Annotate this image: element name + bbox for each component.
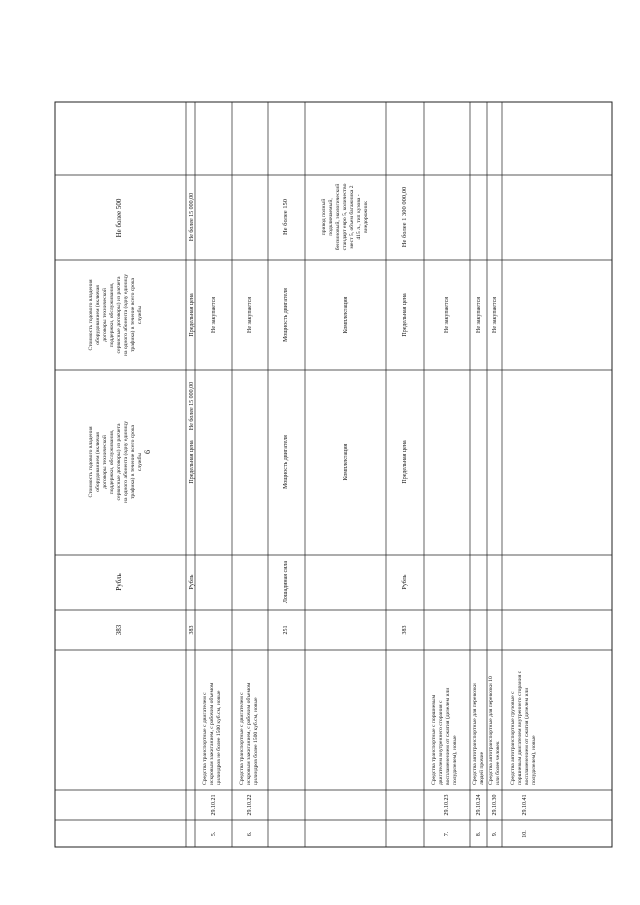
svg-text:оборудованием (включая: оборудованием (включая: [95, 432, 101, 492]
header-amount-title: [88, 421, 143, 503]
svg-text:Не закупается: Не закупается: [211, 296, 217, 334]
svg-text:Комплектация: Комплектация: [343, 296, 349, 334]
svg-text:Рубль: Рубль: [189, 574, 195, 590]
svg-text:сервисные договоры) из расчета: сервисные договоры) из расчета: [116, 423, 122, 501]
svg-text:Рубль: Рубль: [115, 573, 123, 591]
svg-text:трафика) в течение всего срока: трафика) в течение всего срока: [130, 278, 136, 352]
svg-text:воспламенением от сжатия (дизе: воспламенением от сжатия (дизелем или: [524, 687, 530, 785]
svg-text:трафика) в течение всего срока: трафика) в течение всего срока: [130, 425, 136, 499]
svg-text:29.10.30: 29.10.30: [492, 794, 498, 816]
svg-text:привод полный: привод полный: [321, 198, 327, 236]
svg-text:полудизелем), новые: полудизелем), новые: [531, 735, 537, 785]
svg-text:Не закупается: Не закупается: [492, 296, 498, 334]
header-amount-title-2: [88, 274, 143, 356]
svg-text:10.: 10.: [522, 830, 528, 838]
svg-text:Средства автотранспортные для: Средства автотранспортные для перевозки: [472, 683, 478, 785]
svg-text:Средства автотранспортные груз: Средства автотранспортные грузовые с: [510, 691, 516, 785]
svg-text:Не закупается: Не закупается: [444, 296, 450, 334]
svg-text:Не более 150: Не более 150: [282, 198, 289, 236]
svg-text:Предельная цена: Предельная цена: [402, 440, 408, 484]
svg-text:службы: службы: [137, 305, 143, 325]
svg-text:Комплектация: Комплектация: [343, 443, 349, 481]
svg-text:29.10.22: 29.10.22: [247, 794, 253, 816]
svg-text:Не более 15 000,00: Не более 15 000,00: [189, 381, 195, 431]
svg-text:Предельная цена: Предельная цена: [189, 440, 195, 484]
svg-text:Рубль: Рубль: [402, 574, 408, 590]
svg-text:6.: 6.: [247, 831, 253, 837]
svg-text:7.: 7.: [444, 831, 450, 837]
svg-text:сервисные договоры) из расчета: сервисные договоры) из расчета: [116, 276, 122, 354]
svg-text:251: 251: [283, 625, 289, 635]
svg-text:Стоимость годового владения: Стоимость годового владения: [88, 426, 94, 498]
svg-text:Мощность двигателя: Мощность двигателя: [283, 288, 289, 342]
svg-text:поршневым двигателем внутренне: поршневым двигателем внутреннего сгорания с: [517, 670, 523, 785]
svg-text:Средства автотранспортные для: Средства автотранспортные для перевозки 10: [488, 676, 494, 785]
svg-text:Не более 500: Не более 500: [115, 198, 123, 238]
svg-text:двигателем внутреннего сгорани: двигателем внутреннего сгорания с: [438, 700, 444, 785]
svg-text:8.: 8.: [476, 831, 482, 837]
svg-text:Средства транспортные с двигат: Средства транспортные с двигателем с: [202, 692, 208, 785]
svg-text:бензиновый, экологический: бензиновый, экологический: [335, 183, 341, 251]
svg-text:подключаемый,: подключаемый,: [328, 198, 334, 236]
svg-text:или более человек: или более человек: [495, 741, 501, 785]
svg-text:29.10.21: 29.10.21: [211, 794, 217, 816]
svg-text:искровым зажиганием, с рабочим: искровым зажиганием, с рабочим объемом: [246, 682, 252, 785]
svg-text:383: 383: [115, 624, 123, 636]
svg-text:Средства транспортные с двигат: Средства транспортные с двигателем с: [239, 692, 245, 785]
svg-text:Не закупается: Не закупается: [476, 296, 482, 334]
svg-text:Средства транспортные с поршне: Средства транспортные с поршневым: [431, 694, 437, 785]
svg-text:Предельная цена: Предельная цена: [402, 293, 408, 337]
svg-text:цилиндров более 1500 куб.см, н: цилиндров более 1500 куб.см, новые: [253, 697, 259, 785]
svg-text:на одного абонента (одну едини: на одного абонента (одну единицу: [123, 273, 129, 357]
svg-text:Лошадиная сила: Лошадиная сила: [283, 560, 289, 604]
svg-text:Мощность двигателя: Мощность двигателя: [283, 435, 289, 489]
svg-text:Не более 15 000,00: Не более 15 000,00: [189, 192, 195, 242]
svg-text:Не закупается: Не закупается: [247, 296, 253, 334]
svg-text:воспламенением от сжатия (дизе: воспламенением от сжатия (дизелем или: [445, 687, 451, 785]
svg-text:383: 383: [189, 625, 195, 635]
svg-text:внедорожник: внедорожник: [363, 201, 369, 233]
svg-text:Не более 1 300 000,00: Не более 1 300 000,00: [401, 186, 408, 248]
page-number: 6: [143, 450, 152, 454]
svg-text:стандарт евро 5, количество: стандарт евро 5, количество: [342, 183, 348, 251]
svg-text:Стоимость годового владения: Стоимость годового владения: [88, 279, 94, 351]
svg-text:искровым зажиганием, с рабочим: искровым зажиганием, с рабочим объемом: [209, 682, 215, 785]
svg-text:Предельная цена: Предельная цена: [189, 293, 195, 337]
svg-text:мест 5, объем багажника 2: мест 5, объем багажника 2: [349, 185, 355, 249]
svg-text:5.: 5.: [211, 831, 217, 837]
svg-text:поддержки, обслуживания,: поддержки, обслуживания,: [109, 282, 115, 348]
svg-text:415 л., тип кузова -: 415 л., тип кузова -: [356, 194, 362, 240]
header-amount-code: [115, 624, 123, 635]
svg-text:службы: службы: [137, 452, 143, 472]
svg-text:383: 383: [402, 625, 408, 635]
svg-text:29.10.41: 29.10.41: [522, 794, 528, 816]
svg-text:29.10.23: 29.10.23: [444, 794, 450, 816]
svg-text:полудизелем), новые: полудизелем), новые: [452, 735, 458, 785]
header-amount-limit: [115, 198, 123, 237]
svg-text:9.: 9.: [492, 831, 498, 837]
svg-text:поддержки, обслуживания,: поддержки, обслуживания,: [109, 429, 115, 495]
svg-text:оборудованием (включая: оборудованием (включая: [95, 285, 101, 345]
svg-text:договоры технической: договоры технической: [102, 435, 108, 489]
svg-text:на одного абонента (одну едини: на одного абонента (одну единицу: [123, 420, 129, 504]
svg-text:договоры технической: договоры технической: [102, 288, 108, 342]
svg-text:цилиндров не более 1500 куб.см: цилиндров не более 1500 куб.см, новые: [216, 690, 222, 785]
header-amount-unit: [115, 573, 123, 590]
svg-text:29.10.24: 29.10.24: [476, 794, 482, 816]
svg-text:людей прочие: людей прочие: [479, 751, 485, 785]
